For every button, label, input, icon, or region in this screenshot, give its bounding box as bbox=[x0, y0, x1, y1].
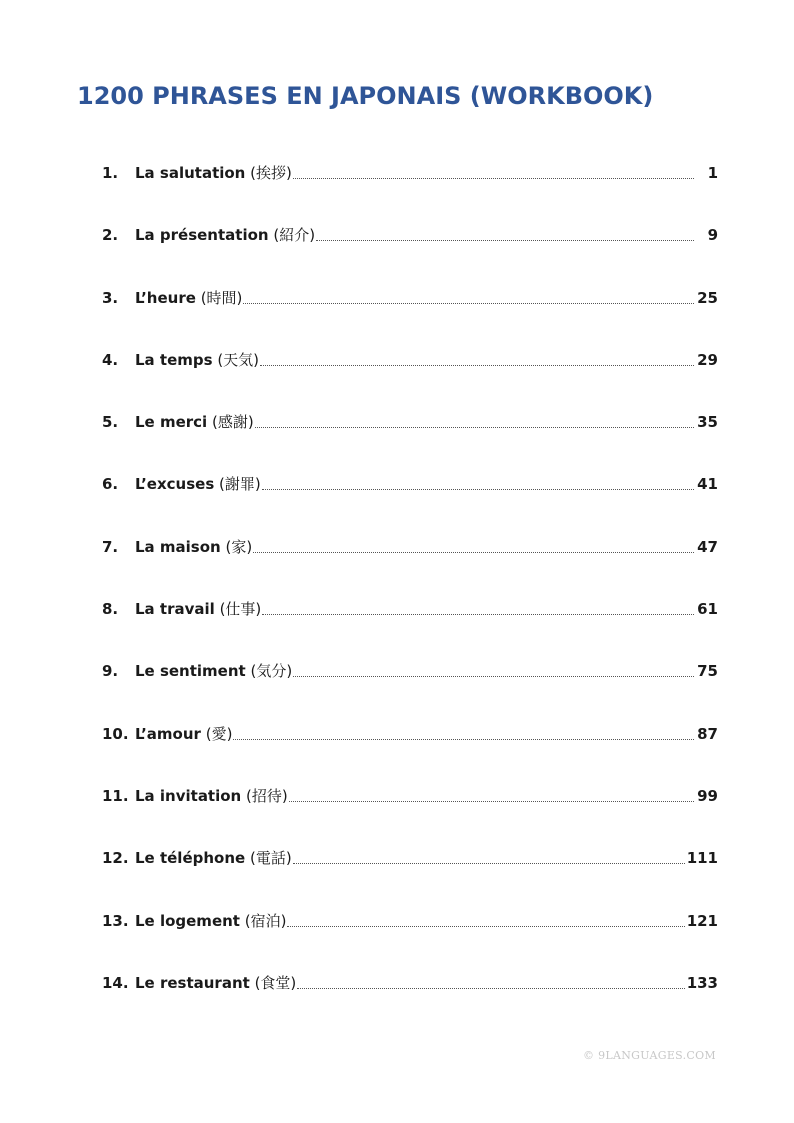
toc-entry-number: 12. bbox=[102, 849, 129, 867]
copyright-footer: © 9LANGUAGES.COM bbox=[583, 1049, 716, 1062]
toc-entry-title: Le logement bbox=[135, 912, 240, 930]
toc-entry-number: 2. bbox=[102, 226, 119, 244]
toc-entry-japanese: (宿泊) bbox=[244, 912, 287, 930]
toc-entry-japanese: (招待) bbox=[246, 787, 288, 805]
toc-entry-number: 8. bbox=[102, 600, 119, 618]
toc-entry-number: 6. bbox=[102, 475, 119, 493]
toc-entry-label bbox=[135, 163, 292, 183]
toc-entry-title: La maison bbox=[135, 538, 221, 556]
toc-entry-page: 133 bbox=[686, 974, 718, 992]
dot-leader bbox=[297, 988, 684, 989]
toc-entry[interactable] bbox=[102, 470, 718, 494]
dot-leader bbox=[262, 614, 694, 615]
toc-entry-title: Le merci bbox=[135, 413, 208, 431]
toc-entry-number: 13. bbox=[102, 912, 129, 930]
toc-entry-japanese: (紹介) bbox=[273, 226, 316, 244]
toc-entry[interactable] bbox=[102, 533, 718, 557]
toc-entry[interactable] bbox=[102, 969, 718, 993]
toc-entry[interactable] bbox=[102, 284, 718, 308]
toc-entry-title: La invitation bbox=[135, 787, 242, 805]
toc-entry-label bbox=[135, 350, 259, 370]
dot-leader bbox=[233, 739, 694, 740]
toc-entry[interactable] bbox=[102, 844, 718, 868]
toc-entry-title: La temps bbox=[135, 351, 213, 369]
toc-entry-number: 11. bbox=[102, 787, 129, 805]
toc-entry-title: Le restaurant bbox=[135, 974, 250, 992]
toc-entry-number: 10. bbox=[102, 725, 129, 743]
toc-entry-title: Le sentiment bbox=[135, 662, 246, 680]
toc-entry-japanese: (時間) bbox=[200, 289, 243, 307]
toc-entry-page: 35 bbox=[697, 413, 718, 431]
dot-leader bbox=[243, 303, 694, 304]
dot-leader bbox=[255, 427, 694, 428]
toc-entry-japanese: (家) bbox=[225, 538, 253, 556]
toc-entry[interactable] bbox=[102, 657, 718, 681]
toc-entry-page: 1 bbox=[707, 164, 718, 182]
toc-entry-label bbox=[135, 973, 296, 993]
toc-entry-japanese: (愛) bbox=[205, 725, 233, 743]
dot-leader bbox=[293, 676, 694, 677]
toc-entry-label bbox=[135, 225, 315, 245]
toc-entry-page: 75 bbox=[697, 662, 718, 680]
dot-leader bbox=[262, 489, 694, 490]
toc-entry[interactable] bbox=[102, 720, 718, 744]
toc-entry-japanese: (謝罪) bbox=[219, 475, 261, 493]
dot-leader bbox=[293, 863, 685, 864]
toc-entry-title: Le téléphone bbox=[135, 849, 246, 867]
toc-entry[interactable] bbox=[102, 595, 718, 619]
toc-entry-japanese: (電話) bbox=[249, 849, 292, 867]
toc-entry[interactable] bbox=[102, 408, 718, 432]
toc-entry-label bbox=[135, 474, 261, 494]
toc-entry-japanese: (気分) bbox=[250, 662, 293, 680]
toc-entry-page: 61 bbox=[697, 600, 718, 618]
toc-entry-title: L’heure bbox=[135, 289, 196, 307]
toc-entry-label bbox=[135, 537, 252, 557]
toc-entry-label bbox=[135, 786, 288, 806]
dot-leader bbox=[316, 240, 694, 241]
dot-leader bbox=[253, 552, 694, 553]
toc-entry-number: 5. bbox=[102, 413, 119, 431]
toc-entry-page: 29 bbox=[697, 351, 718, 369]
toc-entry-page: 99 bbox=[697, 787, 718, 805]
toc-entry-japanese: (挨拶) bbox=[250, 164, 292, 182]
toc-entry-japanese: (感謝) bbox=[211, 413, 254, 431]
toc-entry-title: La travail bbox=[135, 600, 215, 618]
toc-entry[interactable] bbox=[102, 221, 718, 245]
toc-entry-number: 7. bbox=[102, 538, 119, 556]
toc-entry-label bbox=[135, 724, 232, 744]
toc-entry[interactable] bbox=[102, 907, 718, 931]
toc-entry-page: 41 bbox=[697, 475, 718, 493]
toc-entry-japanese: (天気) bbox=[217, 351, 260, 369]
toc-entry-page: 121 bbox=[686, 912, 718, 930]
toc-entry-number: 9. bbox=[102, 662, 119, 680]
toc-entry-label bbox=[135, 599, 261, 619]
toc-entry[interactable] bbox=[102, 159, 718, 183]
toc-entry-label bbox=[135, 848, 292, 868]
toc-entry-label bbox=[135, 412, 254, 432]
toc-entry-number: 3. bbox=[102, 289, 119, 307]
dot-leader bbox=[289, 801, 694, 802]
toc-entry-label bbox=[135, 911, 286, 931]
dot-leader bbox=[287, 926, 684, 927]
toc-entry-page: 25 bbox=[697, 289, 718, 307]
toc-entry-page: 87 bbox=[697, 725, 718, 743]
toc-entry-number: 4. bbox=[102, 351, 119, 369]
toc-entry-page: 9 bbox=[707, 226, 718, 244]
document-title: 1200 PHRASES EN JAPONAIS (WORKBOOK) bbox=[77, 82, 654, 110]
toc-entry-page: 111 bbox=[686, 849, 718, 867]
dot-leader bbox=[293, 178, 694, 179]
toc-entry-title: La présentation bbox=[135, 226, 269, 244]
toc-entry-title: L’excuses bbox=[135, 475, 215, 493]
dot-leader bbox=[260, 365, 694, 366]
toc-entry-label bbox=[135, 288, 242, 308]
toc-entry[interactable] bbox=[102, 782, 718, 806]
toc-entry-number: 1. bbox=[102, 164, 119, 182]
toc-entry-title: La salutation bbox=[135, 164, 246, 182]
toc-entry[interactable] bbox=[102, 346, 718, 370]
toc-entry-number: 14. bbox=[102, 974, 129, 992]
toc-entry-label bbox=[135, 661, 292, 681]
toc-entry-japanese: (仕事) bbox=[219, 600, 262, 618]
toc-entry-japanese: (食堂) bbox=[254, 974, 297, 992]
toc-entry-title: L’amour bbox=[135, 725, 201, 743]
toc-entry-page: 47 bbox=[697, 538, 718, 556]
